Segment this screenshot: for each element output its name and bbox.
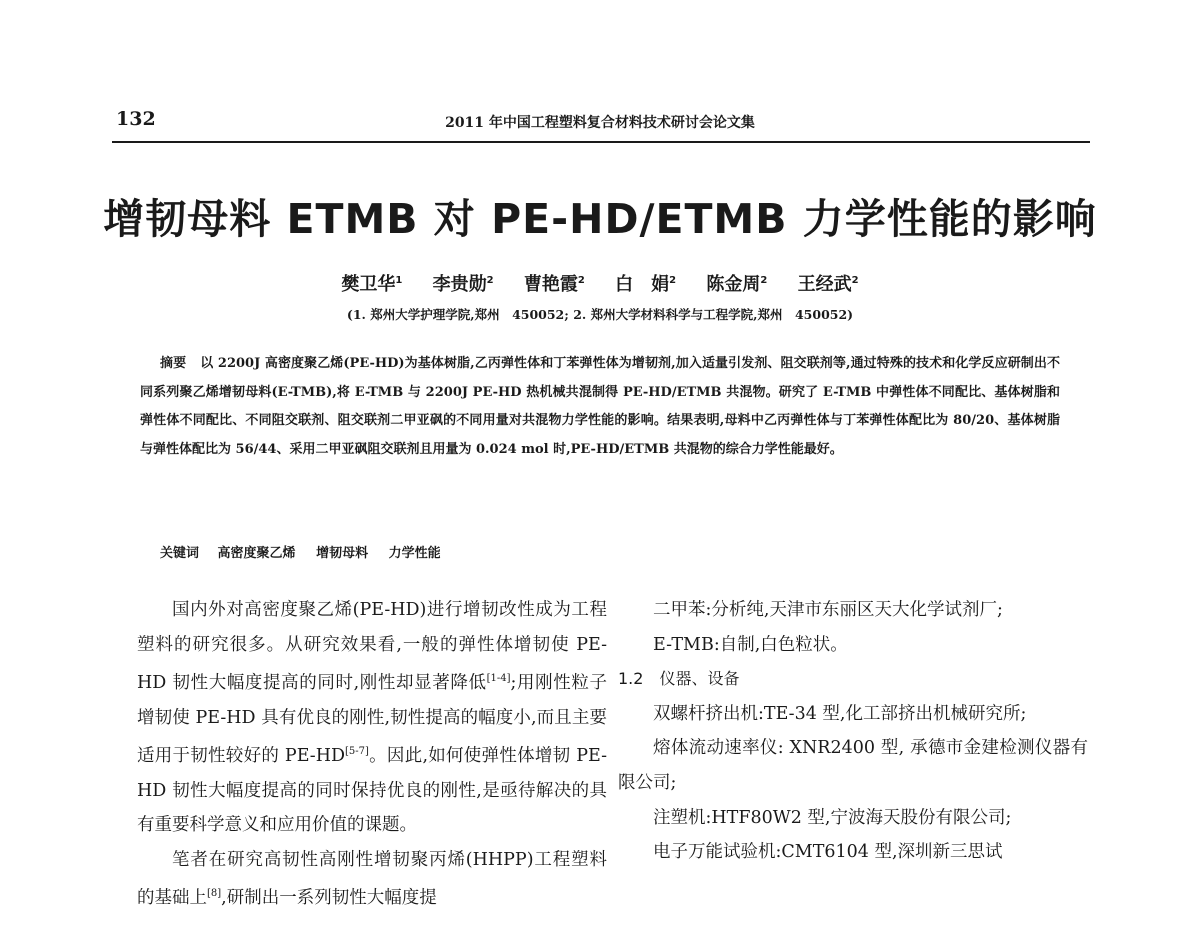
author [615,274,676,295]
author [798,274,859,295]
keywords [160,542,457,561]
author-affil-mark: 1 [395,275,403,286]
body-text: ,研制出一系列韧性大幅度提 [221,888,437,909]
keyword: 高密度聚乙烯 [217,546,296,561]
equipment-item: 电子万能试验机:CMT6104 型,深圳新三思试 [653,842,1003,863]
author-name: 曹艳霞 [523,274,578,295]
author-affil-mark: 2 [486,275,494,286]
abstract-label: 摘要 [160,356,187,371]
citation: [1-4] [486,673,511,685]
author-name: 樊卫华 [341,274,396,295]
author-name: 陈金周 [706,274,761,295]
author-name: 李贵勋 [432,274,487,295]
keywords-label: 关键词 [160,546,200,561]
body-paragraph [137,593,607,843]
author [524,274,585,295]
author-affil-mark: 2 [760,275,768,286]
author-name: 王经武 [797,274,852,295]
equipment-item: 双螺杆挤出机:TE-34 型,化工部挤出机械研究所; [653,703,1027,724]
right-column [618,593,1088,870]
author [706,274,767,295]
abstract [140,350,1060,464]
section-heading: 1.2 仪器、设备 [618,669,740,689]
body-text: ;用刚性粒子增韧使 PE-HD 具有优良的刚性,韧性提高的幅度小,而且主要适用于韧性较好的 PE-HD [137,673,607,767]
author-affil-mark: 2 [577,275,585,286]
left-column [137,593,607,916]
header-rule [112,141,1090,143]
page-number: 132 [116,108,156,130]
keyword: 增韧母料 [316,546,369,561]
body-text: 。因此,如何使弹性体增韧 PE-HD 韧性大幅度提高的同时保持优良的刚性,是亟待解决的具有重要科学意义和应用价值的课题。 [137,746,607,836]
author [341,274,402,295]
author [433,274,494,295]
keyword: 力学性能 [388,546,441,561]
citation: [5-7] [345,746,369,758]
running-header: 2011 年中国工程塑料复合材料技术研讨会论文集 [445,115,755,131]
author-name: 白 娟 [615,274,670,295]
abstract-text: 以 2200J 高密度聚乙烯(PE-HD)为基体树脂,乙丙弹性体和丁苯弹性体为增韧剂,加入适量引发剂、阻交联剂等,通过特殊的技术和化学反应研制出不同系列聚乙烯增韧母料(E-TMB),将 E-TMB 与 2200J PE-HD 热机械共混制得 PE-HD/ETMB 共混物。研究了 E-TMB 中弹性体不同配比、基体树脂和弹性体不同配比、不同阻交联剂、阻交联剂二甲亚砜的不同用量对共混物力学性能的影响。结果表明,母料中乙丙弹性体与丁苯弹性体配比为 80/20、基体树脂与弹性体配比为 56/44、采用二甲亚砜阻交联剂且用量为 0.024 mol 时,PE-HD/ETMB 共混物的综合力学性能最好。 [140,356,1060,457]
materials-item: 二甲苯:分析纯,天津市东丽区天大化学试剂厂; [653,600,1003,620]
citation: [8] [207,888,222,900]
body-paragraph [137,843,607,916]
author-affil-mark: 2 [669,275,677,286]
body-text: 笔者在研究高韧性高刚性增韧聚丙烯(HHPP)工程塑料的基础上 [137,849,607,909]
paper-title: 增韧母料 ETMB 对 PE-HD/ETMB 力学性能的影响 [103,195,1097,243]
affiliations: (1. 郑州大学护理学院,郑州 450052; 2. 郑州大学材料科学与工程学院,郑州 450052) [346,307,854,322]
author-affil-mark: 2 [851,275,859,286]
author-list [0,270,1200,296]
equipment-item: 熔体流动速率仪: XNR2400 型, 承德市金建检测仪器有限公司; [618,738,1088,793]
materials-item: E-TMB:自制,白色粒状。 [653,634,848,655]
body-text: 国内外对高密度聚乙烯(PE-HD)进行增韧改性成为工程塑料的研究很多。从研究效果看,一般的弹性体增韧使 PE-HD 韧性大幅度提高的同时,刚性却显著降低 [137,600,607,694]
equipment-item: 注塑机:HTF80W2 型,宁波海天股份有限公司; [653,807,1012,828]
